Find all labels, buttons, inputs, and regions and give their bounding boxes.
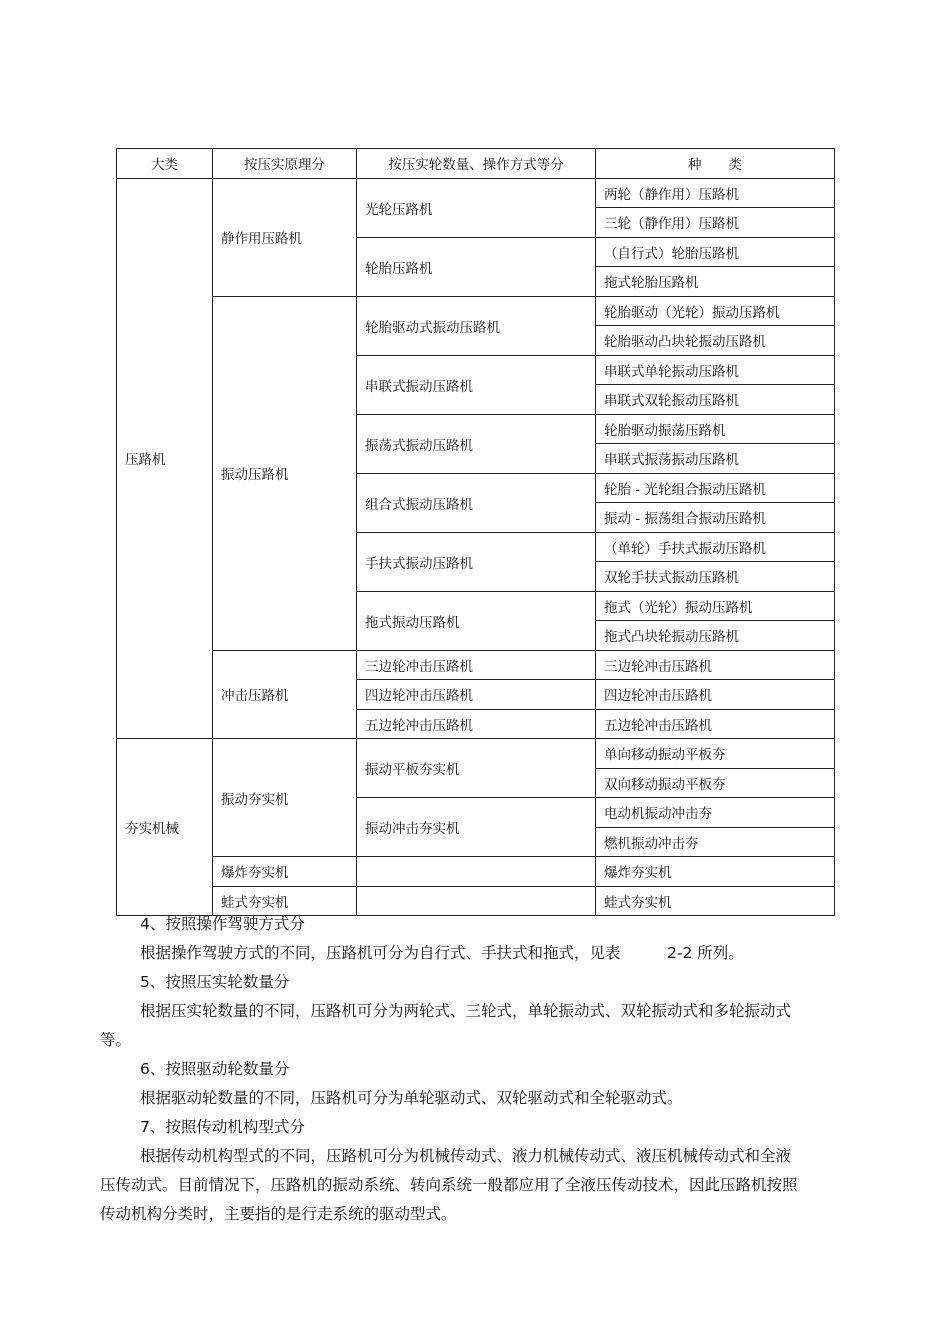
- kind-cell: 电动机振动冲击夯: [596, 798, 835, 828]
- type-cell-empty: [357, 857, 596, 887]
- kind-cell: 轮胎 - 光轮组合振动压路机: [596, 473, 835, 503]
- header-category: 大类: [117, 149, 213, 179]
- section-heading-6: 6、按照驱动轮数量分: [140, 1060, 290, 1078]
- subcategory-cell: 振动夯实机: [213, 739, 357, 857]
- table-header-row: [117, 149, 835, 179]
- type-cell: 拖式振动压路机: [357, 591, 596, 650]
- type-cell: 光轮压路机: [357, 178, 596, 237]
- category-cell: 压路机: [117, 178, 213, 739]
- kind-cell: 双轮手扶式振动压路机: [596, 562, 835, 592]
- type-cell: 三边轮冲击压路机: [357, 650, 596, 680]
- kind-cell: 串联式振荡振动压路机: [596, 444, 835, 474]
- table-row: [117, 739, 835, 769]
- section-heading-7: 7、按照传动机构型式分: [140, 1118, 305, 1136]
- kind-cell: 拖式凸块轮振动压路机: [596, 621, 835, 651]
- section-heading-4: 4、按照操作驾驶方式分: [140, 915, 305, 933]
- subcategory-cell: 蛙式夯实机: [213, 886, 357, 916]
- paragraph-5: 根据压实轮数量的不同，压路机可分为两轮式、三轮式，单轮振动式、双轮振动式和多轮振动式等。: [100, 1002, 792, 1049]
- category-cell: 夯实机械: [117, 739, 213, 916]
- kind-cell: 两轮（静作用）压路机: [596, 178, 835, 208]
- kind-cell: 轮胎驱动（光轮）振动压路机: [596, 296, 835, 326]
- classification-table: [116, 148, 835, 916]
- kind-cell: 振动 - 振荡组合振动压路机: [596, 503, 835, 533]
- paragraph-7: 根据传动机构型式的不同，压路机可分为机械传动式、液力机械传动式、液压机械传动式和全液压传动式。目前情况下，压路机的振动系统、转向系统一般都应用了全液压传动技术，因此压路机按照传动机构分类时，主要指的是行走系统的驱动型式。: [100, 1147, 798, 1223]
- type-cell: 手扶式振动压路机: [357, 532, 596, 591]
- kind-cell: 串联式双轮振动压路机: [596, 385, 835, 415]
- type-cell: 振荡式振动压路机: [357, 414, 596, 473]
- section-heading-5: 5、按照压实轮数量分: [140, 973, 290, 991]
- kind-cell: 双向移动振动平板夯: [596, 768, 835, 798]
- table-row: [117, 296, 835, 326]
- type-cell: 四边轮冲击压路机: [357, 680, 596, 710]
- kind-cell: 蛙式夯实机: [596, 886, 835, 916]
- type-cell: 轮胎驱动式振动压路机: [357, 296, 596, 355]
- kind-cell: 爆炸夯实机: [596, 857, 835, 887]
- type-cell: 五边轮冲击压路机: [357, 709, 596, 739]
- classification-table-wrapper: [116, 148, 834, 916]
- paragraph-4: 根据操作驾驶方式的不同，压路机可分为自行式、手扶式和拖式，见表 2-2 所列。: [140, 944, 744, 962]
- kind-cell: 三轮（静作用）压路机: [596, 208, 835, 238]
- kind-cell: 单向移动振动平板夯: [596, 739, 835, 769]
- body-text: [100, 910, 800, 1229]
- subcategory-cell: 振动压路机: [213, 296, 357, 650]
- type-cell: 串联式振动压路机: [357, 355, 596, 414]
- table-row: [117, 178, 835, 208]
- type-cell: 组合式振动压路机: [357, 473, 596, 532]
- kind-cell: 燃机振动冲击夯: [596, 827, 835, 857]
- type-cell: 轮胎压路机: [357, 237, 596, 296]
- header-wheels-operation: 按压实轮数量、操作方式等分: [357, 149, 596, 179]
- header-kind: 种 类: [596, 149, 835, 179]
- header-principle: 按压实原理分: [213, 149, 357, 179]
- table-row: [117, 650, 835, 680]
- kind-cell: 轮胎驱动振荡压路机: [596, 414, 835, 444]
- subcategory-cell: 静作用压路机: [213, 178, 357, 296]
- kind-cell: 拖式轮胎压路机: [596, 267, 835, 297]
- kind-cell: 四边轮冲击压路机: [596, 680, 835, 710]
- kind-cell: 三边轮冲击压路机: [596, 650, 835, 680]
- type-cell: 振动冲击夯实机: [357, 798, 596, 857]
- subcategory-cell: 爆炸夯实机: [213, 857, 357, 887]
- type-cell: 振动平板夯实机: [357, 739, 596, 798]
- kind-cell: （单轮）手扶式振动压路机: [596, 532, 835, 562]
- kind-cell: 拖式（光轮）振动压路机: [596, 591, 835, 621]
- kind-cell: 轮胎驱动凸块轮振动压路机: [596, 326, 835, 356]
- paragraph-6: 根据驱动轮数量的不同，压路机可分为单轮驱动式、双轮驱动式和全轮驱动式。: [140, 1089, 683, 1107]
- kind-cell: 串联式单轮振动压路机: [596, 355, 835, 385]
- kind-cell: 五边轮冲击压路机: [596, 709, 835, 739]
- kind-cell: （自行式）轮胎压路机: [596, 237, 835, 267]
- subcategory-cell: 冲击压路机: [213, 650, 357, 739]
- table-row: [117, 857, 835, 887]
